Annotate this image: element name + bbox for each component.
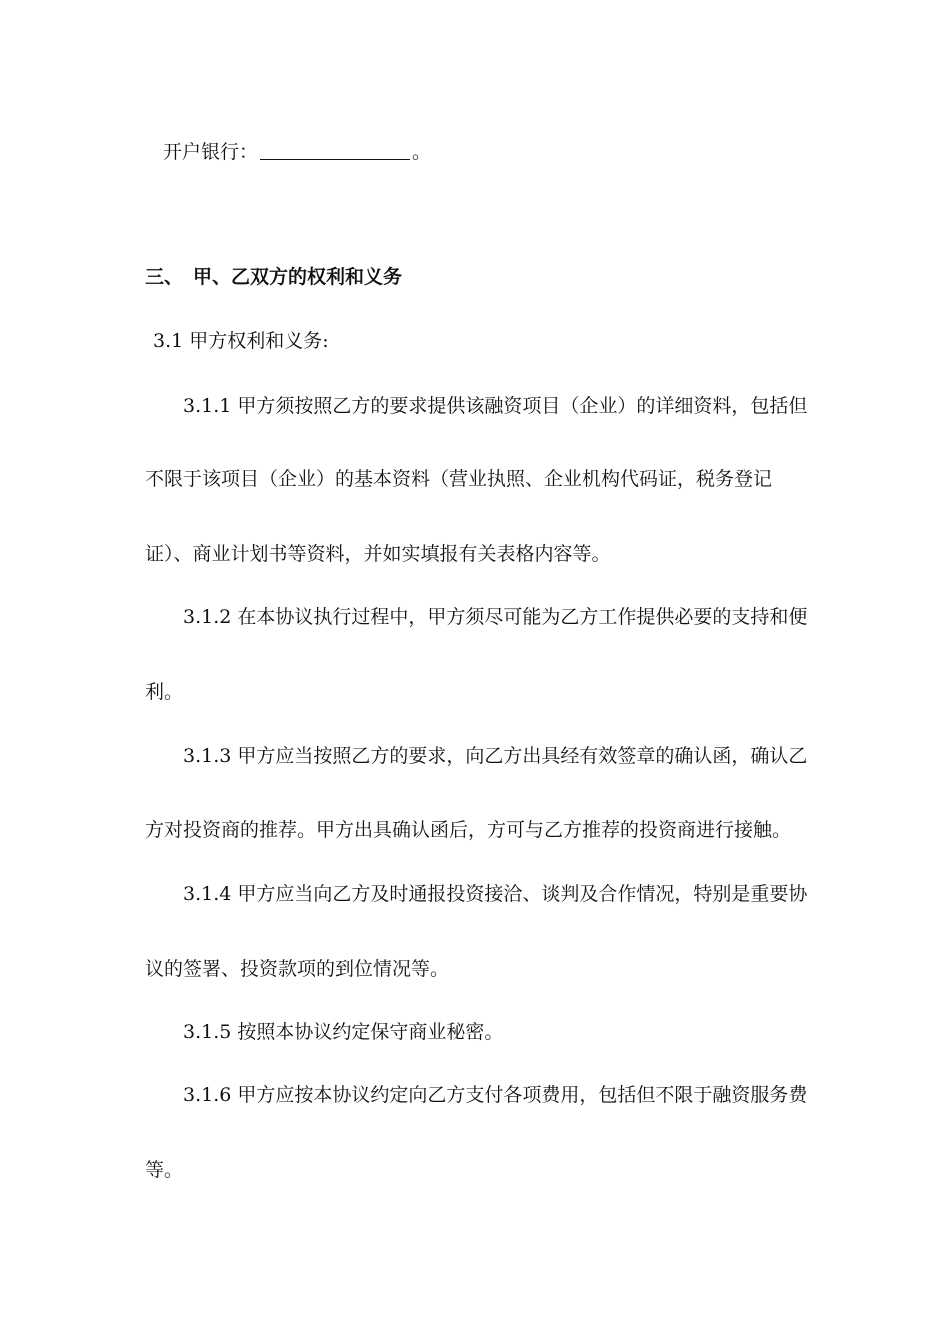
paragraph-line: 议的签署、投资款项的到位情况等。 [145,958,450,980]
paragraph-line: 3.1.2 在本协议执行过程中，甲方须尽可能为乙方工作提供必要的支持和便 [183,606,808,628]
section-number: 三、 [145,266,184,288]
paragraph-line: 等。 [145,1159,184,1181]
paragraph-line: 证）、商业计划书等资料，并如实填报有关表格内容等。 [145,543,611,565]
paragraph-line: 方对投资商的推荐。甲方出具确认函后，方可与乙方推荐的投资商进行接触。 [145,819,792,841]
paragraph-line: 不限于该项目（企业）的基本资料（营业执照、企业机构代码证，税务登记 [145,468,773,490]
paragraph-line: 利。 [145,681,184,703]
section-title: 甲、乙双方的权利和义务 [193,266,403,288]
subsection-heading: 3.1 甲方权利和义务: [153,330,329,352]
paragraph-line: 3.1.1 甲方须按照乙方的要求提供该融资项目（企业）的详细资料，包括但 [183,395,808,417]
paragraph-line: 3.1.4 甲方应当向乙方及时通报投资接洽、谈判及合作情况，特别是重要协 [183,883,808,905]
section-heading [145,265,402,289]
paragraph-line: 3.1.3 甲方应当按照乙方的要求，向乙方出具经有效签章的确认函，确认乙 [183,745,808,767]
paragraph-line: 3.1.6 甲方应按本协议约定向乙方支付各项费用，包括但不限于融资服务费 [183,1084,808,1106]
bank-suffix: 。 [412,141,432,163]
bank-blank-field[interactable] [260,141,410,160]
bank-label: 开户银行： [163,141,259,163]
paragraph-line: 3.1.5 按照本协议约定保守商业秘密。 [183,1021,504,1043]
bank-line [163,140,431,164]
